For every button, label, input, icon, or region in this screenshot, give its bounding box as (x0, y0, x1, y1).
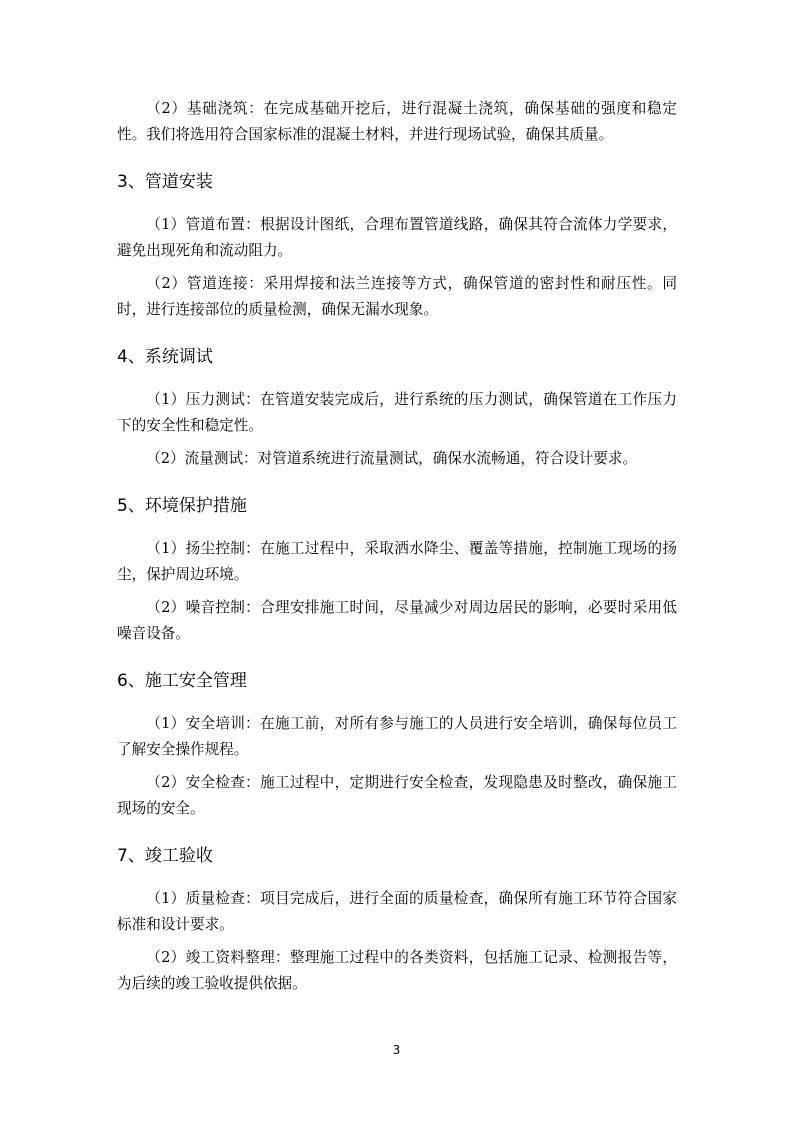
section-intro (117, 96, 677, 148)
section-system-debugging (117, 342, 677, 472)
section-completion-acceptance (117, 841, 677, 997)
section-pipeline-installation (117, 167, 677, 323)
paragraph: （2）管道连接：采用焊接和法兰连接等方式，确保管道的密封性和耐压性。同时，进行连接部位的质量检测，确保无漏水现象。 (117, 275, 677, 318)
section-safety-management (117, 666, 677, 822)
section-heading: 4、系统调试 (117, 347, 213, 367)
section-heading: 7、竣工验收 (117, 846, 213, 866)
paragraph: （2）流量测试：对管道系统进行流量测试，确保水流畅通，符合设计要求。 (146, 450, 638, 467)
paragraph: （1）质量检查：项目完成后，进行全面的质量检查，确保所有施工环节符合国家标准和设计要求。 (117, 890, 677, 933)
page-content (117, 96, 677, 997)
paragraph: （1）安全培训：在施工前，对所有参与施工的人员进行安全培训，确保每位员工了解安全操作规程。 (117, 715, 677, 758)
paragraph: （2）噪音控制：合理安排施工时间，尽量减少对周边居民的影响，必要时采用低噪音设备。 (117, 599, 677, 642)
section-heading: 6、施工安全管理 (117, 671, 247, 691)
paragraph: （2）竣工资料整理：整理施工过程中的各类资料，包括施工记录、检测报告等，为后续的竣工验收提供依据。 (117, 949, 677, 992)
section-environmental-protection (117, 491, 677, 647)
paragraph: （2）安全检查：施工过程中，定期进行安全检查，发现隐患及时整改，确保施工现场的安全。 (117, 774, 677, 817)
paragraph: （1）压力测试：在管道安装完成后，进行系统的压力测试，确保管道在工作压力下的安全性和稳定性。 (117, 391, 677, 434)
section-heading: 5、环境保护措施 (117, 496, 247, 516)
paragraph: （1）扬尘控制：在施工过程中，采取洒水降尘、覆盖等措施，控制施工现场的扬尘，保护周边环境。 (117, 540, 677, 583)
page-number: 3 (392, 1043, 401, 1057)
paragraph-foundation-pouring: （2）基础浇筑：在完成基础开挖后，进行混凝土浇筑，确保基础的强度和稳定性。我们将选用符合国家标准的混凝土材料，并进行现场试验，确保其质量。 (117, 100, 677, 143)
paragraph: （1）管道布置：根据设计图纸，合理布置管道线路，确保其符合流体力学要求，避免出现死角和流动阻力。 (117, 216, 677, 259)
section-heading: 3、管道安装 (117, 172, 213, 192)
